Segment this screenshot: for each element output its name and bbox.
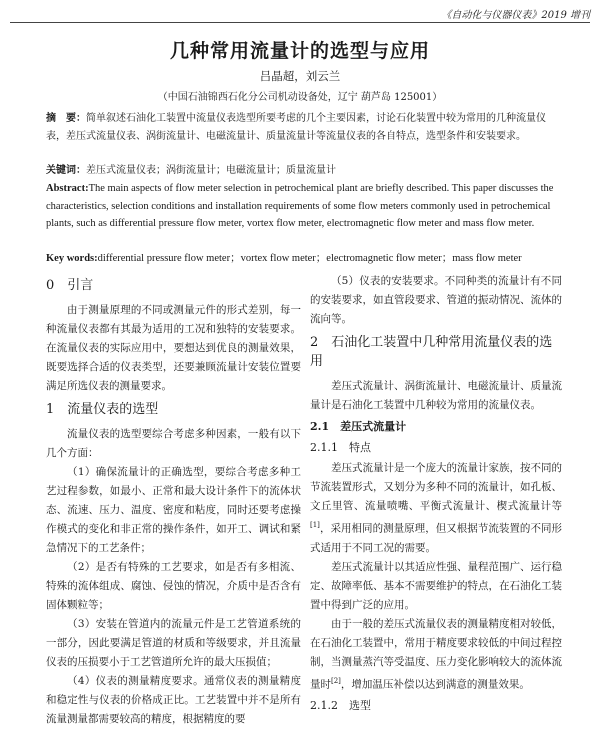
abstract-cn-text: 简单叙述石油化工装置中流量仪表选型所要考虑的几个主要因素，讨论石化装置中较为常用的几种流量仪表，差压式流量仪表、涡街流量计、电磁流量计、质量流量计等流量仪表的各自特点，选型条件和安装要求。: [46, 113, 546, 142]
section-0-heading: 0 引言: [46, 278, 94, 293]
abstract-en-text: The main aspects of flow meter selection in petrochemical plant are briefly described. This paper discusses the characteristics, selection conditions and installation requirements of some flow meters commonly used in petrochemical plants, such as differential pressure flow meter, vortex flow meter, electromagnetic flow meter and mass flow meter.: [46, 183, 554, 229]
keywords-en-text: differential pressure flow meter；vortex flow meter；electromagnetic flow meter；mass flow meter: [97, 253, 522, 264]
section-2-heading: 2 石油化工装置中几种常用流量仪表的选用: [310, 335, 553, 369]
paper-title: 几种常用流量计的选型与应用: [169, 40, 430, 62]
para-text: 由于一般的差压式流量仪表的测量精度相对较低，在石油化工装置中，常用于精度要求较低的中间过程控制，当测量蒸汽等受温度、压力变化影响较大的流体流量时: [310, 617, 562, 690]
section-2-1-1-heading: 2.1.1 特点: [310, 441, 371, 454]
section-2-1-heading: 2.1 差压式流量计: [310, 420, 407, 433]
section-1-item-5: （5）仪表的安装要求。不同种类的流量计有不同的安装要求，如直管段要求、管道的振动情况、流体的流向等。: [310, 275, 562, 325]
paper-authors: 吕晶超，刘云兰: [259, 69, 341, 83]
section-1-paragraph: 流量仪表的选型要综合考虑多种因素，一般有以下几个方面：: [46, 428, 301, 459]
abstract-cn: [46, 110, 562, 146]
section-2-1-1-paragraph-3: [310, 615, 562, 695]
keywords-cn-text: 差压式流量仪表；涡街流量计；电磁流量计；质量流量计: [86, 165, 336, 176]
section-2-paragraph: 差压式流量计、涡街流量计、电磁流量计、质量流量计是石油化工装置中几种较为常用的流量仪表。: [310, 380, 562, 411]
section-1-item-1: （1）确保流量计的正确选型，要综合考虑多种工艺过程参数，如最小、正常和最大设计条件下的流体状态、流速、压力、温度、密度和粘度，同时还要考虑操作模式的变化和非正常的操作条件，如开工、调试和紧急情况下的工艺条件；: [46, 466, 301, 554]
section-1-item-4: （4）仪表的测量精度要求。通常仪表的测量精度和稳定性与仪表的价格成正比。工艺装置中并不是所有流量测量都需要较高的精度，根据精度的要: [46, 675, 301, 725]
abstract-en: [46, 180, 562, 233]
section-0-paragraph: 由于测量原理的不同或测量元件的形式差别，每一种流量仪表都有其最为适用的工况和独特的安装要求。在流量仪表的实际应用中，要想达到优良的测量效果，既要选择合适的仪表类型，还要兼顾流量计安装位置要满足所选仪表的测量要求。: [46, 304, 301, 392]
citation-1: [1]: [310, 521, 320, 529]
header-rule: [10, 22, 590, 23]
section-1-item-3: （3）安装在管道内的流量元件是工艺管道系统的一部分，因此要满足管道的材质和等级要求，并且流量仪表的压损要小于工艺管道所允许的最大压损值；: [46, 618, 301, 668]
abstract-en-label: Abstract:: [46, 183, 89, 194]
abstract-cn-label: 摘 要：: [46, 113, 86, 124]
keywords-en-label: Key words:: [46, 253, 98, 264]
citation-2: [2]: [331, 676, 341, 685]
section-1-item-2: （2）是否有特殊的工艺要求，如是否有多相流、特殊的流体组成、腐蚀、侵蚀的情况，介质中是否含有固体颗粒等；: [46, 561, 301, 611]
journal-header: 《自动化与仪器仪表》2019 增刊: [441, 10, 590, 21]
keywords-cn-label: 关键词：: [46, 165, 86, 176]
para-text-end: ，采用相同的测量原理，但又根据节流装置的不同形式适用于不同工况的需要。: [310, 522, 562, 554]
paper-affiliation: （中国石油锦西石化分公司机动设备处，辽宁 葫芦岛 125001）: [157, 92, 443, 103]
right-column: [310, 272, 562, 717]
section-2-1-2-heading: 2.1.2 选型: [310, 699, 371, 712]
left-column: [46, 272, 301, 729]
para-text: 差压式流量计是一个庞大的流量计家族，按不同的节流装置形式，又划分为多种不同的流量计，如孔板、文丘里管、流量喷嘴、平衡式流量计、楔式流量计等: [310, 462, 562, 512]
keywords-cn: [46, 162, 562, 180]
section-2-1-1-paragraph-2: 差压式流量计以其适应性强、量程范围广、运行稳定、故障率低、基本不需要维护的特点，在石油化工装置中得到广泛的应用。: [310, 560, 562, 611]
keywords-en: [46, 250, 562, 268]
section-2-1-1-paragraph-1: [310, 459, 562, 558]
section-1-heading: 1 流量仪表的选型: [46, 402, 159, 417]
para-text-end: ，增加温压补偿以达到满意的测量效果。: [340, 678, 530, 690]
